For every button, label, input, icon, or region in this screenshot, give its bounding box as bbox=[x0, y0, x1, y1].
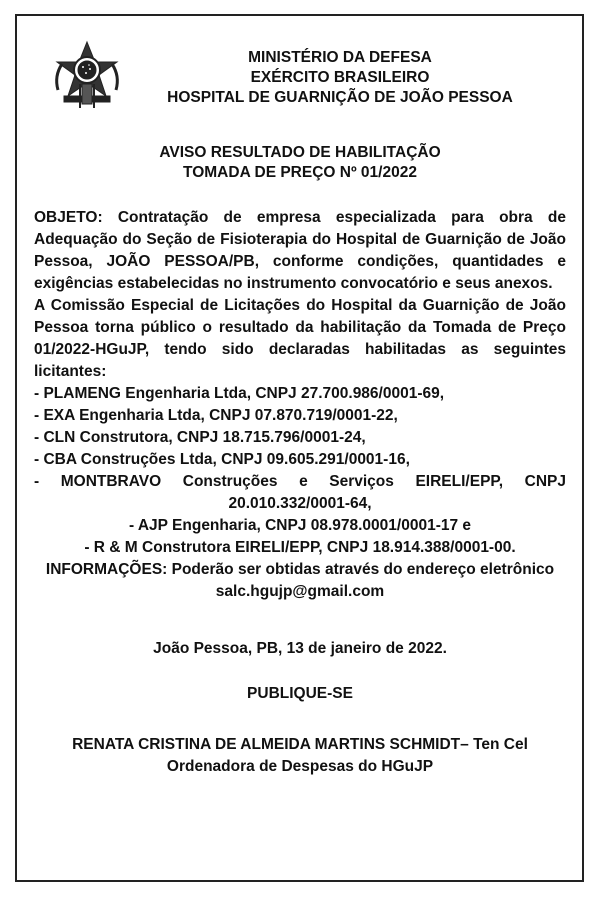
information-line: INFORMAÇÕES: Poderão ser obtidas através do endereço eletrônico bbox=[45, 561, 555, 578]
notice-title-line1: AVISO RESULTADO DE HABILITAÇÃO bbox=[159, 144, 441, 161]
list-item: - PLAMENG Engenharia Ltda, CNPJ 27.700.986/0001-69, bbox=[34, 385, 445, 402]
army-name: EXÉRCITO BRASILEIRO bbox=[250, 69, 430, 86]
signature-block bbox=[30, 734, 570, 778]
place-date: João Pessoa, PB, 13 de janeiro de 2022. bbox=[153, 640, 447, 657]
institution-header bbox=[110, 48, 570, 108]
commission-paragraph: A Comissão Especial de Licitações do Hospital da Guarnição de João Pessoa torna público o resultado da habilitação da Tomada de Preço 01/2022-HGuJP, tendo sido declaradas habilitadas as seguintes licitantes: bbox=[34, 297, 566, 380]
publish-directive: PUBLIQUE-SE bbox=[247, 685, 353, 702]
signer-name: RENATA CRISTINA DE ALMEIDA MARTINS SCHMIDT– Ten Cel bbox=[72, 736, 528, 753]
list-item: - EXA Engenharia Ltda, CNPJ 07.870.719/0001-22, bbox=[34, 407, 398, 424]
list-item-cnpj-continuation: 20.010.332/0001-64, bbox=[228, 495, 372, 512]
list-item-word: Serviços bbox=[329, 473, 394, 490]
list-item: - CLN Construtora, CNPJ 18.715.796/0001-24, bbox=[34, 429, 366, 446]
list-item-word: e bbox=[299, 473, 308, 490]
list-item-montbravo bbox=[34, 471, 566, 493]
notice-title bbox=[30, 143, 570, 183]
list-item: - R & M Construtora EIRELI/EPP, CNPJ 18.914.388/0001-00. bbox=[84, 539, 516, 556]
list-item-word: CNPJ bbox=[524, 473, 566, 490]
signer-role: Ordenadora de Despesas do HGuJP bbox=[166, 758, 434, 775]
notice-title-line2: TOMADA DE PREÇO Nº 01/2022 bbox=[183, 164, 417, 181]
list-item-word: MONTBRAVO bbox=[60, 473, 162, 490]
notice-body bbox=[34, 207, 566, 603]
hospital-name: HOSPITAL DE GUARNIÇÃO DE JOÃO PESSOA bbox=[167, 89, 513, 106]
contact-email: salc.hgujp@gmail.com bbox=[215, 583, 385, 600]
list-item: - CBA Construções Ltda, CNPJ 09.605.291/0001-16, bbox=[34, 451, 410, 468]
list-item-word: Construções bbox=[182, 473, 278, 490]
ministry-name: MINISTÉRIO DA DEFESA bbox=[248, 49, 432, 66]
list-item-word: - bbox=[34, 473, 40, 490]
list-item: - AJP Engenharia, CNPJ 08.978.0001/0001-17 e bbox=[128, 517, 472, 534]
object-paragraph: OBJETO: Contratação de empresa especializada para obra de Adequação do Seção de Fisioterapia do Hospital de Guarnição de João Pessoa, JOÃO PESSOA/PB, conforme condições, quantidades e exigências estabelecidas no instrumento convocatório e seus anexos. bbox=[34, 209, 566, 292]
list-item-word: EIRELI/EPP, bbox=[415, 473, 504, 490]
